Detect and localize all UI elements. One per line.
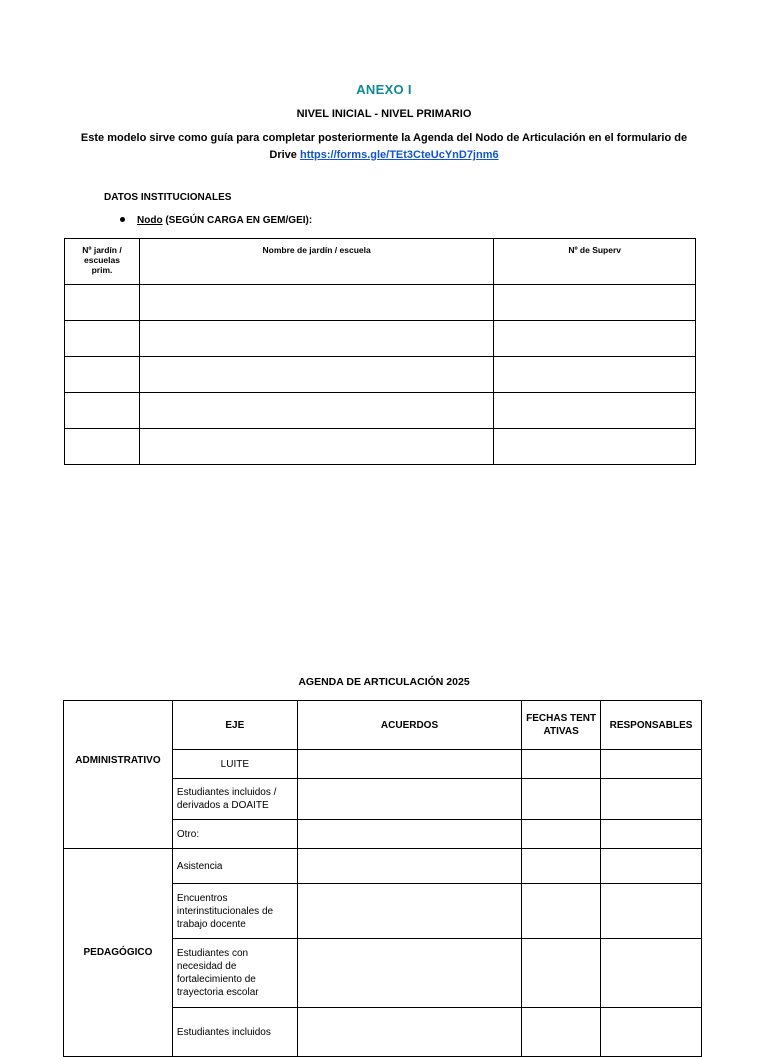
- school-name-cell[interactable]: [139, 285, 493, 321]
- nodo-bullet: [120, 215, 312, 226]
- agenda-fechas-cell[interactable]: [522, 849, 601, 884]
- levels-subtitle: NIVEL INICIAL - NIVEL PRIMARIO: [296, 108, 472, 120]
- agenda-eje-item: Asistencia: [172, 849, 297, 884]
- agenda-responsables-cell[interactable]: [601, 884, 702, 939]
- agenda-eje-item: Estudiantes incluidos / derivados a DOAITE: [172, 779, 297, 820]
- school-number-cell[interactable]: [65, 393, 140, 429]
- header-school-name: Nombre de jardín / escuela: [139, 239, 493, 285]
- drive-form-link[interactable]: https://forms.gle/TEt3CteUcYnD7jnm6: [299, 149, 499, 161]
- nodo-label: Nodo: [137, 215, 163, 226]
- supervisor-number-cell[interactable]: [494, 285, 696, 321]
- schools-empty-row: [65, 393, 696, 429]
- intro-paragraph: [70, 130, 698, 164]
- schools-empty-row: [65, 429, 696, 465]
- bullet-dot-icon: [120, 217, 125, 222]
- agenda-row: [64, 849, 702, 884]
- agenda-acuerdos-cell[interactable]: [297, 939, 521, 1008]
- agenda-eje-item: LUITE: [172, 750, 297, 779]
- header-supervisor-number: Nº de Superv: [494, 239, 696, 285]
- agenda-responsables-cell[interactable]: [601, 750, 702, 779]
- supervisor-number-cell[interactable]: [494, 357, 696, 393]
- agenda-table: [63, 700, 702, 1057]
- agenda-acuerdos-cell[interactable]: [297, 1008, 521, 1057]
- agenda-eje-item: Estudiantes con necesidad de fortalecimiento de trayectoria escolar: [172, 939, 297, 1008]
- header-acuerdos: ACUERDOS: [297, 701, 521, 750]
- agenda-fechas-cell[interactable]: [522, 939, 601, 1008]
- agenda-responsables-cell[interactable]: [601, 820, 702, 849]
- agenda-acuerdos-cell[interactable]: [297, 779, 521, 820]
- agenda-fechas-cell[interactable]: [522, 750, 601, 779]
- supervisor-number-cell[interactable]: [494, 429, 696, 465]
- section-title-institutional: DATOS INSTITUCIONALES: [104, 192, 232, 203]
- supervisor-number-cell[interactable]: [494, 393, 696, 429]
- agenda-acuerdos-cell[interactable]: [297, 884, 521, 939]
- agenda-fechas-cell[interactable]: [522, 1008, 601, 1057]
- agenda-group-label: ADMINISTRATIVO: [64, 750, 173, 849]
- agenda-eje-item: Encuentros interinstitucionales de trabajo docente: [172, 884, 297, 939]
- header-eje: EJE: [172, 701, 297, 750]
- school-name-cell[interactable]: [139, 393, 493, 429]
- agenda-responsables-cell[interactable]: [601, 849, 702, 884]
- agenda-fechas-cell[interactable]: [522, 884, 601, 939]
- agenda-title: AGENDA DE ARTICULACIÓN 2025: [298, 676, 470, 688]
- agenda-responsables-cell[interactable]: [601, 1008, 702, 1057]
- agenda-acuerdos-cell[interactable]: [297, 849, 521, 884]
- nodo-note: (SEGÚN CARGA EN GEM/GEI):: [162, 215, 313, 226]
- agenda-group-label: PEDAGÓGICO: [64, 849, 173, 1057]
- agenda-acuerdos-cell[interactable]: [297, 750, 521, 779]
- agenda-eje-item: Otro:: [172, 820, 297, 849]
- agenda-fechas-cell[interactable]: [522, 820, 601, 849]
- supervisor-number-cell[interactable]: [494, 321, 696, 357]
- header-school-number: Nº jardín / escuelas prim.: [65, 239, 140, 285]
- agenda-acuerdos-cell[interactable]: [297, 820, 521, 849]
- intro-text: Este modelo sirve como guía para completar posteriormente la Agenda del Nodo de Articulación en el formulario de Drive: [80, 132, 688, 161]
- school-name-cell[interactable]: [139, 429, 493, 465]
- agenda-eje-item: Estudiantes incluidos: [172, 1008, 297, 1057]
- schools-empty-row: [65, 285, 696, 321]
- school-number-cell[interactable]: [65, 285, 140, 321]
- school-number-cell[interactable]: [65, 321, 140, 357]
- schools-table: [64, 238, 696, 465]
- schools-header-row: [65, 239, 696, 285]
- schools-empty-row: [65, 321, 696, 357]
- agenda-row: [64, 750, 702, 779]
- header-responsables: RESPONSABLES: [601, 701, 702, 750]
- agenda-responsables-cell[interactable]: [601, 939, 702, 1008]
- header-fechas: FECHAS TENTATIVAS: [522, 701, 601, 750]
- agenda-fechas-cell[interactable]: [522, 779, 601, 820]
- school-name-cell[interactable]: [139, 321, 493, 357]
- agenda-responsables-cell[interactable]: [601, 779, 702, 820]
- school-name-cell[interactable]: [139, 357, 493, 393]
- header-empty-corner: [64, 701, 173, 750]
- agenda-header-row: [64, 701, 702, 750]
- school-number-cell[interactable]: [65, 429, 140, 465]
- school-number-cell[interactable]: [65, 357, 140, 393]
- annex-title: ANEXO I: [356, 82, 412, 97]
- schools-empty-row: [65, 357, 696, 393]
